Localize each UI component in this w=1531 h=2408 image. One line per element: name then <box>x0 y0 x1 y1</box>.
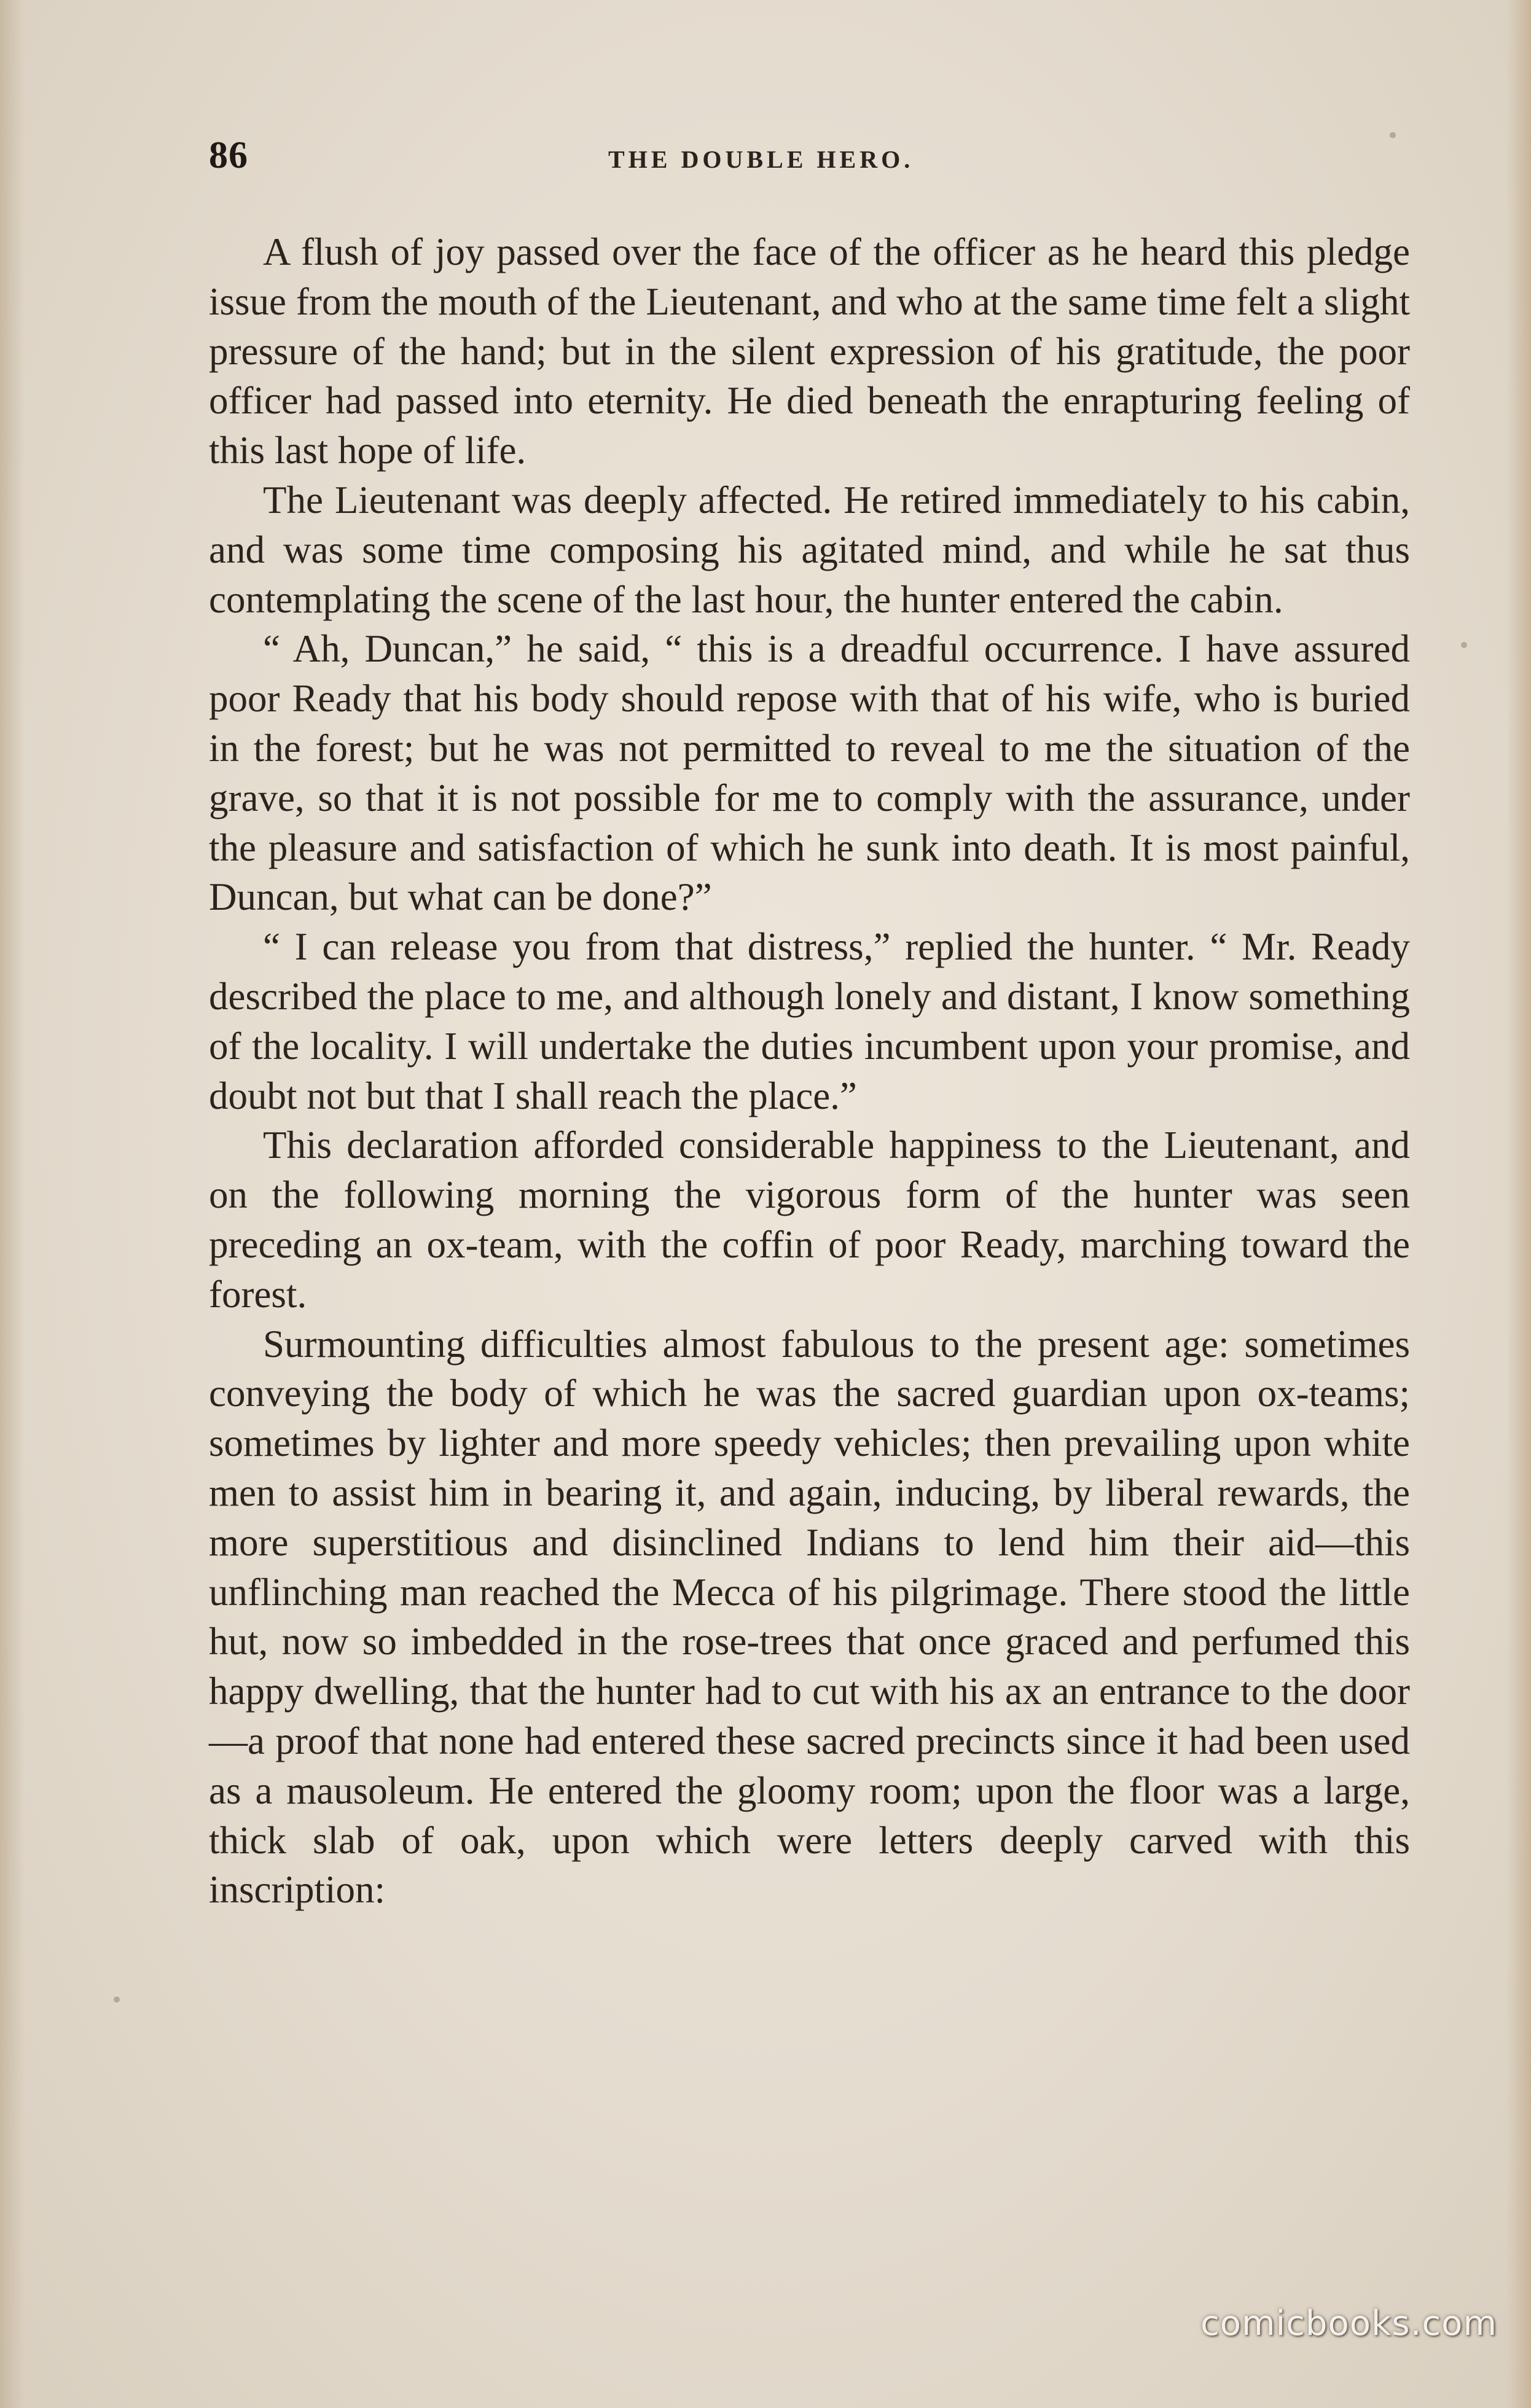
body-text <box>209 227 1410 1915</box>
page-edge-left <box>0 0 25 2408</box>
paragraph: This declaration afforded considerable happiness to the Lieutenant, and on the following morning the vigorous form of the hunter was seen preceding an ox-team, with the coffin of poor Ready, marching toward the forest. <box>209 1124 1410 1316</box>
paper-speck <box>1390 132 1396 138</box>
paragraph: The Lieutenant was deeply affected. He retired immediately to his cabin, and was some time composing his agitated mind, and while he sat thus contemplating the scene of the last hour, the hunter entered the cabin. <box>209 478 1410 621</box>
paper-speck <box>114 1996 120 2003</box>
watermark: comicbooks.com <box>1200 2304 1497 2344</box>
paragraph: “ Ah, Duncan,” he said, “ this is a dreadful occurrence. I have assured poor Ready that his body should repose with that of his wife, who is buried in the forest; but he was not permitted to reveal to me the situation of the grave, so that it is not possible for me to comply with the assurance, under the pleasure and satisfaction of which he sunk into death. It is most painful, Duncan, but what can be done?” <box>209 627 1410 919</box>
page-edge-right <box>1506 0 1531 2408</box>
paper-speck <box>1461 642 1467 648</box>
paragraph: “ I can release you from that distress,” replied the hunter. “ Mr. Ready described the place to me, and although lonely and distant, I know something of the locality. I will undertake the duties incumbent upon your promise, and doubt not but that I shall reach the place.” <box>209 925 1410 1117</box>
running-head: THE DOUBLE HERO. <box>608 146 914 173</box>
page-number: 86 <box>209 135 248 176</box>
paragraph: A flush of joy passed over the face of the officer as he heard this pledge issue from the mouth of the Lieutenant, and who at the same time felt a slight pressure of the hand; but in the silent expression of his gratitude, the poor officer had passed into eternity. He died beneath the enrapturing feeling of this last hope of life. <box>209 230 1410 472</box>
paragraph: Surmounting difficulties almost fabulous to the present age: sometimes conveying the body of which he was the sacred guardian upon ox-teams; sometimes by lighter and more speedy vehicles; then prevailing upon white men to assist him in bearing it, and again, inducing, by liberal rewards, the more superstitious and disinclined Indians to lend him their aid—this unflinching man reached the Mecca of his pilgrimage. There stood the little hut, now so imbedded in the rose-trees that once graced and perfumed this happy dwelling, that the hunter had to cut with his ax an entrance to the door—a proof that none had entered these sacred precincts since it had been used as a mausoleum. He entered the gloomy room; upon the floor was a large, thick slab of oak, upon which were letters deeply carved with this inscription: <box>209 1322 1410 1912</box>
page-header <box>209 134 1401 189</box>
